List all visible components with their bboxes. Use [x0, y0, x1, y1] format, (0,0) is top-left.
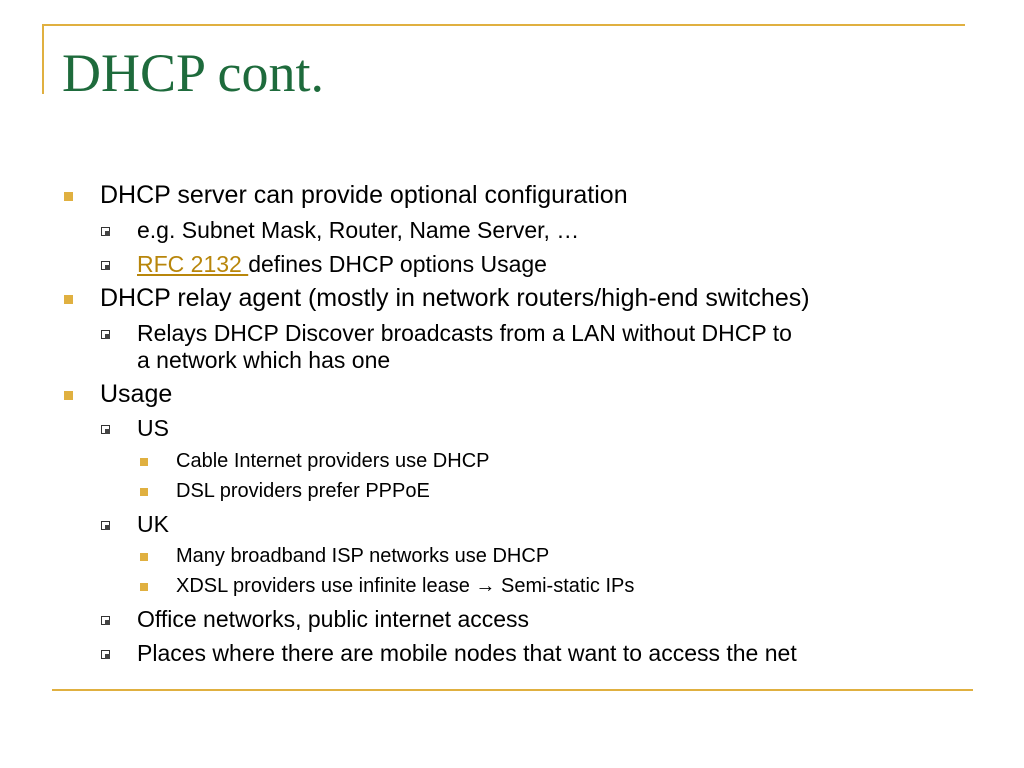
sub-item-subnet-mask: e.g. Subnet Mask, Router, Name Server, … — [137, 217, 580, 243]
square-bullet-icon — [64, 391, 73, 400]
sub-sub-item-dsl: DSL providers prefer PPPoE — [176, 480, 430, 502]
hollow-square-bullet-icon — [101, 425, 110, 434]
sub-sub-item-xdsl — [176, 573, 634, 599]
sub-item-relays-discover: Relays DHCP Discover broadcasts from a LAN without DHCP to — [137, 320, 792, 346]
hollow-square-bullet-icon — [101, 227, 110, 236]
sub-sub-item-cable: Cable Internet providers use DHCP — [176, 450, 490, 472]
square-bullet-icon — [140, 458, 148, 466]
square-bullet-icon — [140, 488, 148, 496]
sub-item-us: US — [137, 415, 169, 441]
square-bullet-icon — [140, 553, 148, 561]
bullet-item-relay-agent: DHCP relay agent (mostly in network routers/high-end switches) — [100, 284, 810, 312]
bullet-item-usage: Usage — [100, 380, 173, 408]
square-bullet-icon — [64, 192, 73, 201]
hollow-square-bullet-icon — [101, 330, 110, 339]
hollow-square-bullet-icon — [101, 650, 110, 659]
rfc-2132-link[interactable]: RFC 2132 — [137, 251, 249, 277]
xdsl-text: XDSL providers use infinite lease — [176, 575, 470, 597]
hollow-square-bullet-icon — [101, 261, 110, 270]
bullet-item-optional-config: DHCP server can provide optional configuration — [100, 181, 628, 209]
right-arrow-icon: → — [475, 575, 496, 597]
hollow-square-bullet-icon — [101, 521, 110, 530]
sub-item-mobile-nodes: Places where there are mobile nodes that want to access the net — [137, 640, 797, 666]
sub-sub-item-broadband: Many broadband ISP networks use DHCP — [176, 545, 550, 567]
square-bullet-icon — [64, 295, 73, 304]
frame-bottom-rule — [52, 689, 973, 691]
square-bullet-icon — [140, 583, 148, 591]
hollow-square-bullet-icon — [101, 616, 110, 625]
slide-title: DHCP cont. — [62, 43, 325, 103]
xdsl-text-after: Semi-static IPs — [495, 575, 635, 597]
sub-item-office-networks: Office networks, public internet access — [137, 606, 530, 632]
rfc-2132-text: defines DHCP options Usage — [248, 251, 547, 277]
sub-item-rfc-2132 — [137, 250, 547, 278]
sub-item-relays-discover-cont: a network which has one — [137, 347, 391, 373]
sub-item-uk: UK — [137, 511, 169, 537]
